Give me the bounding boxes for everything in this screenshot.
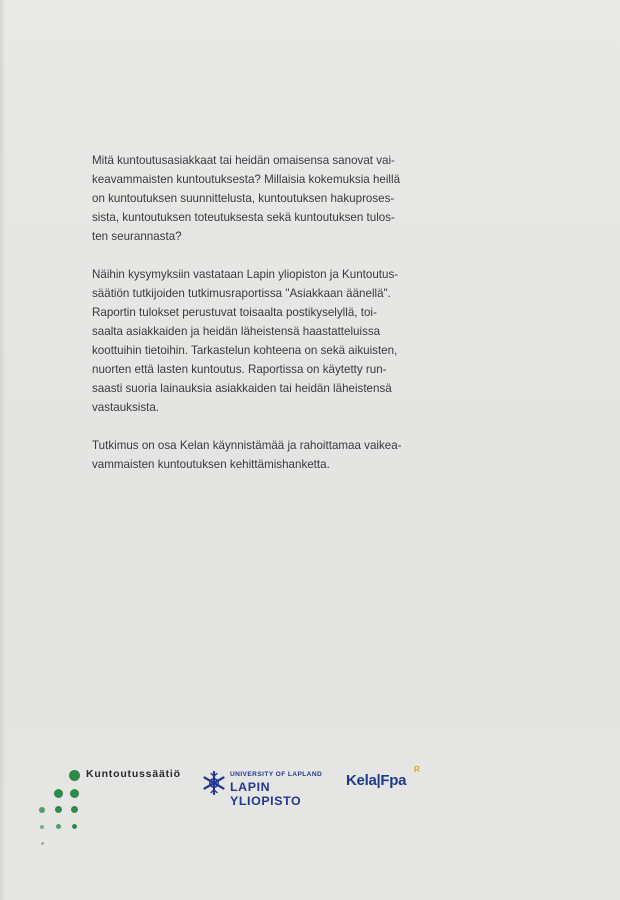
logo-dot [54,789,63,798]
kela-registered-mark: R [414,765,420,774]
lapin-yliopisto-logo [202,770,342,808]
text-line: Näihin kysymyksiin vastataan Lapin yliopiston ja Kuntoutus- [92,268,399,281]
university-of-lapland-text: UNIVERSITY OF LAPLAND [230,771,323,778]
lapin-yliopisto-text: LAPIN YLIOPISTO [230,780,302,808]
text-line: ten seurannasta? [92,230,182,243]
text-line: koottuihin tietoihin. Tarkastelun kohteena on sekä aikuisten, [92,344,398,357]
text-line: sista, kuntoutuksen toteutuksesta sekä kuntoutuksen tulos- [92,211,395,224]
logo-dot [39,807,45,813]
paragraph-1 [92,151,427,246]
kuntoutussaatio-logo-label: Kuntoutussäätiö [86,768,181,780]
text-line: saalta asiakkaiden ja heidän läheistensä haastatteluissa [92,325,381,338]
text-line: Raportin tulokset perustuvat toisaalta postikyselyllä, toi- [92,306,377,319]
text-line: säätiön tutkijoiden tutkimusraportissa "Asiakkaan äänellä". [92,287,391,300]
text-line: nuorten että lasten kuntoutus. Raportissa on käytetty run- [92,363,387,376]
logo-dot [70,789,79,798]
text-line: saasti suoria lainauksia asiakkaiden tai heidän läheistensä [92,382,392,395]
logo-dot [72,824,77,829]
text-line: keavammaisten kuntoutuksesta? Millaisia kokemuksia heillä [92,173,401,186]
cover-body-text [92,151,427,493]
paragraph-2 [92,265,427,417]
logo-dot [71,806,78,813]
text-line: Mitä kuntoutusasiakkaat tai heidän omaisensa sanovat vai- [92,154,395,167]
text-line: vastauksista. [92,401,160,414]
cover-edge-shadow [0,0,6,900]
logo-dot [40,825,44,829]
logo-dot [56,824,61,829]
text-line: vammaisten kuntoutuksen kehittämishanketta. [92,458,330,471]
logo-dot [69,770,80,781]
paragraph-3 [92,436,427,474]
logo-dot [55,806,62,813]
text-line: on kuntoutuksen suunnittelusta, kuntoutuksen hakuproses- [92,192,395,205]
text-line: Tutkimus on osa Kelan käynnistämää ja rahoittamaa vaikea- [92,439,402,452]
kela-fpa-logo: Kela|Fpa [346,772,407,789]
snowflake-crest-icon [202,770,226,796]
logo-dot [41,842,44,845]
